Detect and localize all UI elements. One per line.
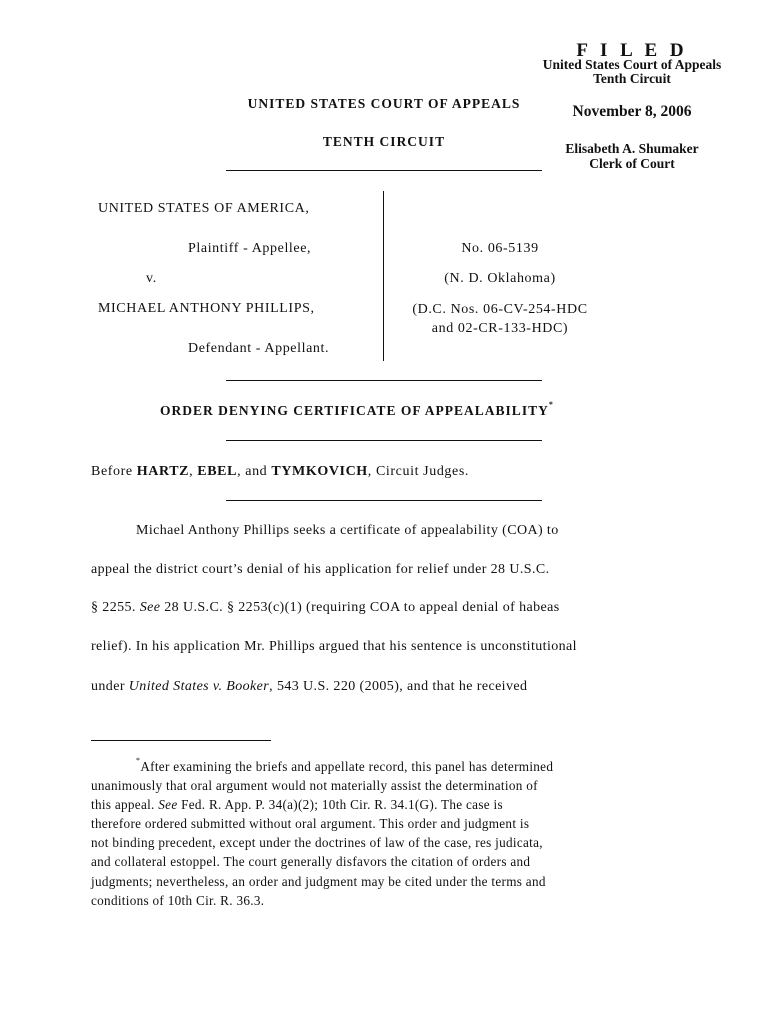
body-line-2: appeal the district court’s denial of his application for relief under 28 U.S.C. <box>91 562 550 577</box>
dc-numbers-line1: (D.C. Nos. 06-CV-254-HDC <box>412 302 588 317</box>
order-divider <box>226 440 542 441</box>
panel-divider <box>226 500 542 501</box>
filed-stamp-title: F I L E D <box>576 40 688 61</box>
footnote-line-1 <box>136 756 554 775</box>
case-citation: United States v. Booker <box>128 679 270 694</box>
body-line-3-b: 28 U.S.C. § 2253(c)(1) (requiring COA to appeal denial of habeas <box>160 600 560 615</box>
panel-sep1: , <box>189 464 198 479</box>
footnote-line-3 <box>91 797 503 813</box>
order-title <box>160 400 554 419</box>
court-name: UNITED STATES COURT OF APPEALS <box>247 96 521 111</box>
order-title-text: ORDER DENYING CERTIFICATE OF APPEALABILITY <box>160 403 549 418</box>
footnote-line-4: therefore ordered submitted without oral argument. This order and judgment is <box>91 816 530 831</box>
plaintiff-role: Plaintiff - Appellee, <box>188 241 312 256</box>
footnote-line-7: judgments; nevertheless, an order and judgment may be cited under the terms and <box>91 874 546 889</box>
judge-tymkovich: TYMKOVICH <box>271 464 368 479</box>
footnote-line-8: conditions of 10th Cir. R. 36.3. <box>91 893 265 908</box>
panel-before: Before <box>91 464 137 479</box>
body-line-4: relief). In his application Mr. Phillips argued that his sentence is unconstitutional <box>91 639 577 654</box>
body-line-5-a: under <box>91 679 129 694</box>
filed-stamp-court-line1: United States Court of Appeals <box>542 57 722 72</box>
panel-line <box>91 464 469 480</box>
case-number: No. 06-5139 <box>461 241 539 256</box>
panel-sep2: , and <box>237 464 272 479</box>
footnote-separator <box>91 740 271 741</box>
footnote-line-3-b: Fed. R. App. P. 34(a)(2); 10th Cir. R. 34.1(G). The case is <box>177 797 503 812</box>
body-line-1: Michael Anthony Phillips seeks a certificate of appealability (COA) to <box>136 523 559 538</box>
versus: v. <box>146 271 157 286</box>
judge-ebel: EBEL <box>197 464 238 479</box>
footnote-line-1-text: After examining the briefs and appellate record, this panel has determined <box>140 759 554 774</box>
footnote-line-2: unanimously that oral argument would not materially assist the determination of <box>91 778 538 793</box>
circuit-name: TENTH CIRCUIT <box>322 134 446 149</box>
judge-hartz: HARTZ <box>136 464 190 479</box>
body-line-3-a: § 2255. <box>91 600 140 615</box>
clerk-name: Elisabeth A. Shumaker <box>565 141 699 156</box>
defendant-role: Defendant - Appellant. <box>188 341 330 356</box>
footnote-line-5: not binding precedent, except under the doctrines of law of the case, res judicata, <box>91 835 543 850</box>
filed-stamp-court-line2: Tenth Circuit <box>593 71 671 86</box>
district: (N. D. Oklahoma) <box>444 271 556 286</box>
filed-stamp-court <box>530 58 734 86</box>
footnote-line-3-see: See <box>158 797 178 812</box>
body-line-5 <box>91 679 527 695</box>
body-line-5-b: , 543 U.S. 220 (2005), and that he received <box>269 679 528 694</box>
footnote-line-6: and collateral estoppel. The court generally disfavors the citation of orders and <box>91 854 531 869</box>
panel-suffix: , Circuit Judges. <box>367 464 469 479</box>
header-divider <box>226 170 542 171</box>
caption-divider-bottom <box>226 380 542 381</box>
defendant-name: MICHAEL ANTHONY PHILLIPS, <box>98 301 315 316</box>
body-line-3-see: See <box>139 600 161 615</box>
plaintiff-name: UNITED STATES OF AMERICA, <box>98 201 310 216</box>
clerk-title: Clerk of Court <box>589 156 675 171</box>
filed-clerk <box>530 141 734 171</box>
footnote-line-3-a: this appeal. <box>91 797 159 812</box>
footnote-mark: * <box>136 756 141 765</box>
dc-numbers-line2: and 02-CR-133-HDC) <box>431 321 569 336</box>
body-line-3 <box>91 600 560 616</box>
order-footnote-mark: * <box>548 400 554 409</box>
filed-date: November 8, 2006 <box>572 103 692 120</box>
